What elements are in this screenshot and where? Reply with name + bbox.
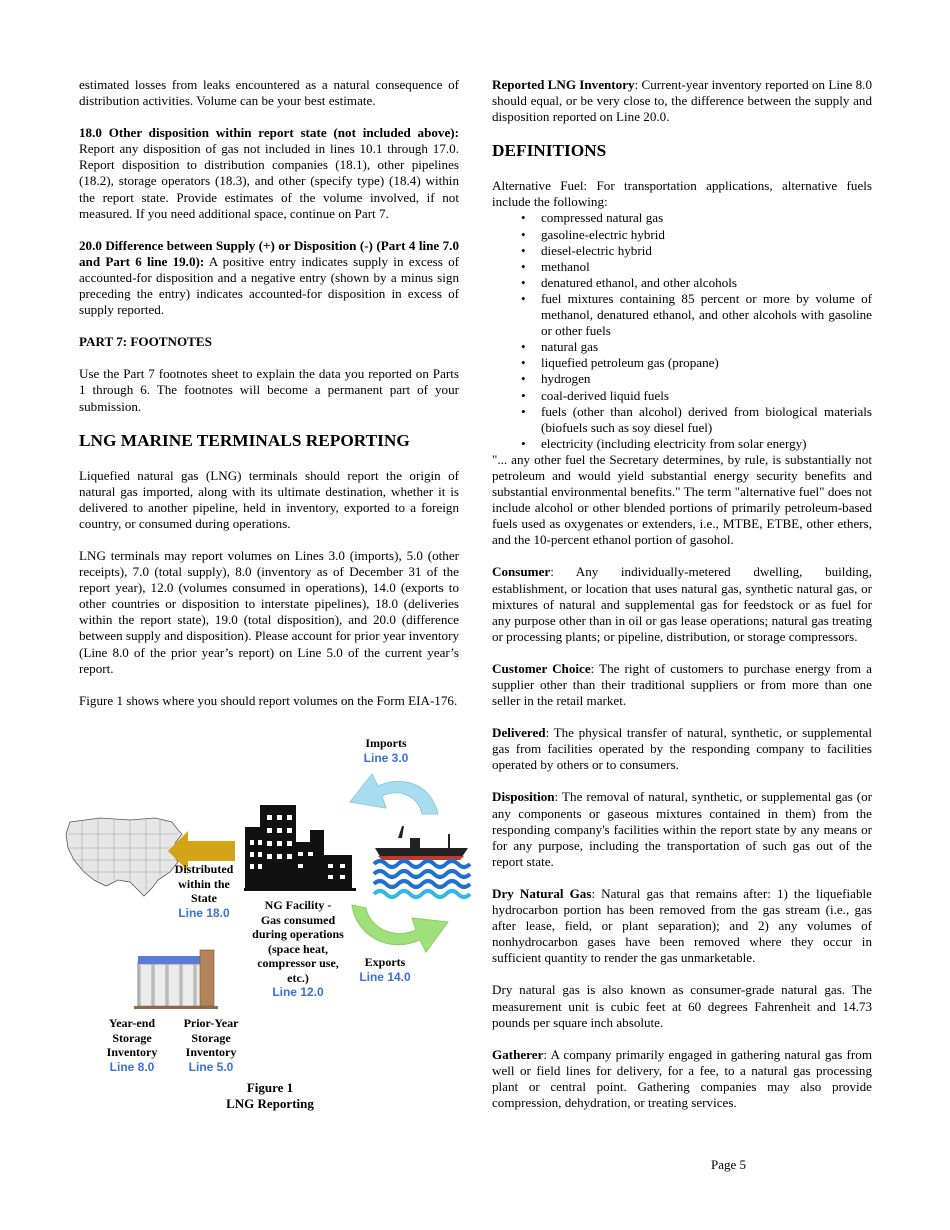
customer-choice-definition [492, 661, 872, 709]
right-column [492, 77, 872, 1127]
customer-choice-body: : The right of customers to purchase energy from a supplier other than their traditional suppliers or from more than one seller in the retail market. [492, 660, 872, 709]
water-waves-icon [374, 861, 470, 897]
buildings-icon [244, 805, 356, 891]
disposition-body: : The removal of natural, synthetic, or supplemental gas (or any components or gaseous mixtures contained in them) from the responding company's facilities within the report state by any means or for any purpose, including the transportation of such gas out of the report state. [492, 789, 872, 869]
consumer-definition [492, 564, 872, 644]
list-item: • natural gas [492, 339, 872, 355]
ng-facility-text-4: (space heat, [268, 941, 328, 956]
list-item: • liquefied petroleum gas (propane) [492, 355, 872, 371]
item-18-body: Report any disposition of gas not included in lines 10.1 through 17.0. Report disposition to distribution companies (18.1), other pipelines (18.2), storage operators (18.3), and other (specify type) (18.4) within the report state. Provide estimates of the volume involved, if not measured. If you need additional space, continue on Part 7. [79, 141, 459, 221]
distributed-text-2: within the [178, 876, 230, 891]
item-20-body: A positive entry indicates supply in excess of accounted-for disposition and a negative entry (shown by a minus sign preceding the entry) indicates accounted-for disposition in excess of supply reported. [79, 253, 459, 318]
prior-text-2: Storage [191, 1030, 231, 1045]
list-item: • methanol [492, 259, 872, 275]
ng-facility-line: Line 12.0 [272, 985, 324, 999]
prior-text-3: Inventory [185, 1045, 237, 1059]
exports-line: Line 14.0 [359, 969, 411, 984]
dry-natural-gas-term: Dry Natural Gas [492, 885, 592, 901]
list-item: • gasoline-electric hybrid [492, 227, 872, 243]
ng-facility-text-2: Gas consumed [260, 912, 336, 927]
distributed-line: Line 18.0 [178, 905, 230, 920]
item-18-paragraph [79, 125, 459, 222]
distributed-text-3: State [191, 891, 217, 905]
ng-facility-text-3: during operations [252, 927, 344, 941]
us-map-icon [66, 818, 182, 896]
disposition-definition [492, 789, 872, 869]
ng-facility-text-5: compressor use, [257, 956, 339, 970]
losses-paragraph: estimated losses from leaks encountered as a natural consequence of distribution activities. Volume can be your best estimate. [79, 77, 459, 109]
item-20-paragraph [79, 238, 459, 318]
dry-natural-gas-note: Dry natural gas is also known as consumer-grade natural gas. The measurement unit is cubic feet at 60 degrees Fahrenheit and 14.73 pounds per square inch absolute. [492, 982, 872, 1030]
part7-heading: PART 7: FOOTNOTES [79, 334, 212, 350]
yearend-line: Line 8.0 [109, 1059, 155, 1074]
lng-paragraph-3: Figure 1 shows where you should report volumes on the Form EIA-176. [79, 692, 458, 708]
delivered-body: : The physical transfer of natural, synthetic, or supplemental gas from facilities operated by the responding company to facilities operated by others or to consumers. [492, 725, 872, 773]
caption-line-2: LNG Reporting [226, 1096, 314, 1111]
dry-natural-gas-definition [492, 886, 872, 966]
item-18-title: 18.0 Other disposition within report state (not included above): [79, 125, 459, 141]
item-20-title: 20.0 Difference between Supply (+) or Disposition (-) (Part 4 line 7.0 and Part 6 line 19.0): [79, 237, 459, 269]
exports-arrow-icon [352, 905, 448, 952]
inventory-title: Reported LNG Inventory [492, 77, 635, 92]
list-item: • denatured ethanol, and other alcohols [492, 275, 872, 291]
gatherer-body: : A company primarily engaged in gathering natural gas from well or field lines for delivery, for a fee, to a natural gas processing plant or central point. Gathering companies may also provide compression, dehydration, or treating services. [492, 1046, 872, 1110]
list-item: • compressed natural gas [492, 210, 872, 226]
customer-choice-term: Customer Choice [492, 660, 591, 676]
yearend-text-2: Storage [112, 1030, 152, 1045]
prior-line: Line 5.0 [188, 1059, 234, 1074]
exports-label [352, 955, 418, 984]
consumer-term: Consumer [492, 564, 551, 580]
figure-caption [220, 1080, 320, 1112]
imports-line: Line 3.0 [363, 750, 409, 765]
lng-reporting-figure [60, 730, 480, 1125]
list-item: • fuel mixtures containing 85 percent or more by volume of methanol, denatured ethanol, and other alcohols with gasoline or other fuels [492, 291, 872, 339]
prior-year-storage-label [174, 1016, 248, 1074]
reported-lng-inventory-paragraph [492, 77, 872, 125]
alternative-fuel-intro: Alternative Fuel: For transportation applications, alternative fuels include the following: [492, 178, 872, 210]
ng-facility-text-1: NG Facility - [264, 898, 332, 912]
imports-text: Imports [365, 736, 407, 750]
storage-silos-icon [134, 950, 218, 1009]
page-number: Page 5 [711, 1157, 747, 1172]
imports-label [350, 736, 422, 765]
list-item: • coal-derived liquid fuels [492, 388, 872, 404]
lng-ship-icon [375, 826, 468, 860]
consumer-body: : Any individually-metered dwelling, building, establishment, or location that uses natural gas, synthetic natural gas, or mixtures of natural and supplemental gas for feedstock or as fuel for any purpose other than in oil or gas lease operations; natural gas treating or processing plants; or pipeline, distribution, or storage compressors. [492, 564, 872, 644]
dry-natural-gas-body: : Natural gas that remains after: 1) the liquefiable hydrocarbon portion has been removed from the gas stream (i.e., gas after lease, field, or plant separation); and 2) any volumes of nonhydrocarbon gases have been removed where they occur in sufficient quantity to render the gas unmarketable. [492, 885, 872, 966]
distributed-label [166, 862, 242, 920]
list-item: • fuels (other than alcohol) derived from biological materials (biofuels such as soy diesel fuel) [492, 404, 872, 436]
yearend-text-1: Year-end [108, 1016, 156, 1030]
distributed-text-1: Distributed [174, 862, 234, 876]
alternative-fuel-list [492, 210, 872, 451]
gatherer-definition [492, 1047, 872, 1111]
lng-paragraph-2: LNG terminals may report volumes on Lines 3.0 (imports), 5.0 (other receipts), 7.0 (total supply), 8.0 (inventory as of December 31 of the report year), 12.0 (volumes consumed in operations), 14.0 (exports to other countries or disposition to interstate pipelines), 18.0 (deliveries within the report state), 19.0 (total disposition), and 20.0 (difference between supply and disposition). Please account for prior year inventory (Line 8.0 of the prior year’s report) on Line 5.0 of the current year’s report. [79, 547, 459, 676]
inventory-body: : Current-year inventory reported on Line 8.0 should equal, or be very close to, the difference between the supply and disposition reported on Line 20.0. [492, 77, 873, 125]
exports-text: Exports [364, 955, 406, 969]
lng-heading: LNG MARINE TERMINALS REPORTING [79, 430, 410, 450]
definitions-heading: DEFINITIONS [492, 141, 607, 161]
imports-arrow-icon [350, 774, 438, 814]
left-column [79, 77, 459, 725]
part7-body: Use the Part 7 footnotes sheet to explain the data you reported on Parts 1 through 6. The footnotes will become a permanent part of your submission. [79, 366, 459, 414]
delivered-definition [492, 725, 872, 773]
disposition-term: Disposition [492, 789, 555, 805]
yearend-storage-label [96, 1016, 168, 1074]
alternative-fuel-definition: "... any other fuel the Secretary determines, by rule, is substantially not petroleum and would yield substantial energy security benefits and substantial environmental benefits." The term "alternative fuel" does not include alcohol or other blended portions of primarily petroleum-based fuels used as oxygenates or extenders, i.e., MTBE, ETBE, other ethers, and the 10-percent ethanol portion of gasohol. [492, 451, 872, 548]
ng-facility-label [246, 898, 350, 1000]
list-item: • diesel-electric hybrid [492, 243, 872, 259]
prior-text-1: Prior-Year [183, 1016, 239, 1030]
list-item: • electricity (including electricity from solar energy) [492, 436, 872, 452]
yearend-text-3: Inventory [106, 1045, 158, 1059]
lng-paragraph-1: Liquefied natural gas (LNG) terminals should report the origin of natural gas imported, along with its ultimate destination, whether it is delivered to another pipeline, held in inventory, exported to a foreign country, or consumed during operations. [79, 467, 459, 531]
gatherer-term: Gatherer [492, 1046, 544, 1062]
list-item: • hydrogen [492, 371, 872, 387]
delivered-term: Delivered [492, 725, 546, 741]
caption-line-1: Figure 1 [246, 1080, 294, 1095]
ng-facility-text-6: etc.) [287, 970, 309, 985]
